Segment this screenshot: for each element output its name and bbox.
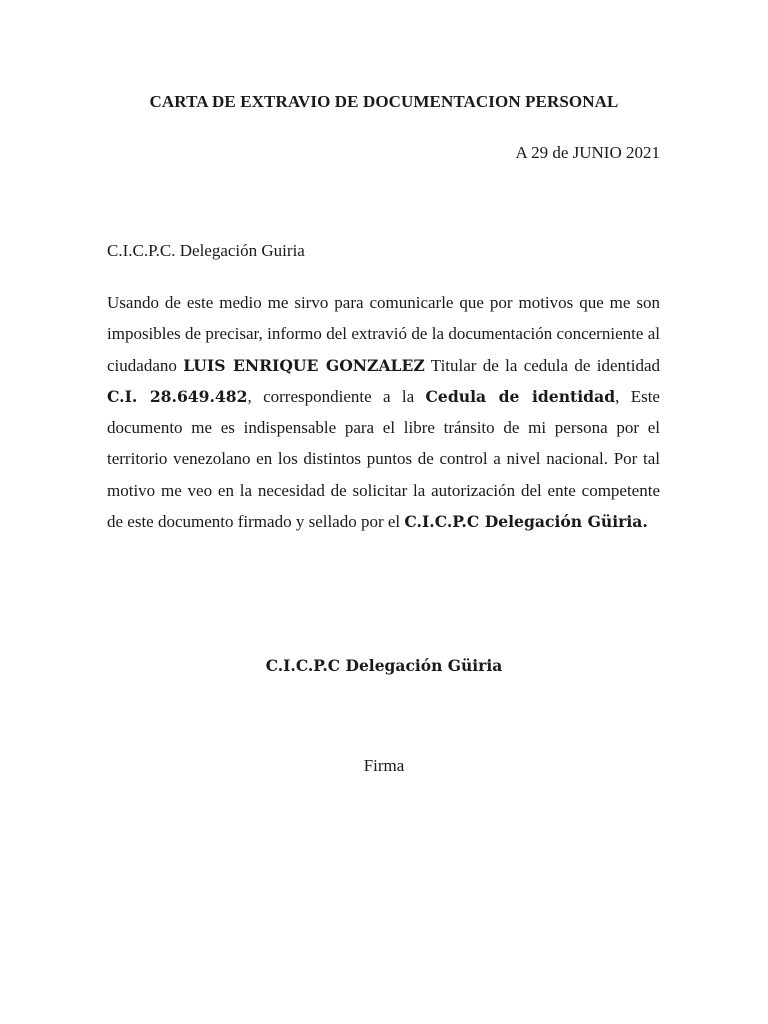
- signature-label: Firma: [363, 756, 405, 775]
- body-text-part-3: , correspondiente a la: [247, 386, 426, 406]
- document-date: A 29 de JUNIO 2021: [515, 143, 660, 162]
- signature-organization: C.I.C.P.C Delegación Güiria: [265, 656, 503, 675]
- body-text-part-2: Titular de la cedula de identidad: [424, 355, 661, 375]
- recipient-line: C.I.C.P.C. Delegación Guiria: [107, 241, 305, 260]
- letter-body: [107, 287, 660, 537]
- document-title: CARTA DE EXTRAVIO DE DOCUMENTACION PERSONAL: [149, 92, 619, 111]
- body-text-part-4: , Este documento me es indispensable para el libre tránsito de mi persona por el territorio venezolano en los distintos puntos de control a nivel nacional. Por tal motivo me veo en la necesidad de solicitar la autorización del ente competente de este documento firmado y sellado por el: [107, 386, 660, 532]
- authority-name: C.I.C.P.C Delegación Güiria.: [404, 512, 648, 532]
- document-type: Cedula de identidad: [425, 386, 616, 406]
- body-text-part-1: Usando de este medio me sirvo para comunicarle que por motivos que me son imposibles de precisar, informo del extravió de la documentación concerniente al ciudadano: [107, 293, 660, 375]
- citizen-name: LUIS ENRIQUE GONZALEZ: [183, 355, 425, 375]
- id-number: C.I. 28.649.482: [107, 386, 248, 406]
